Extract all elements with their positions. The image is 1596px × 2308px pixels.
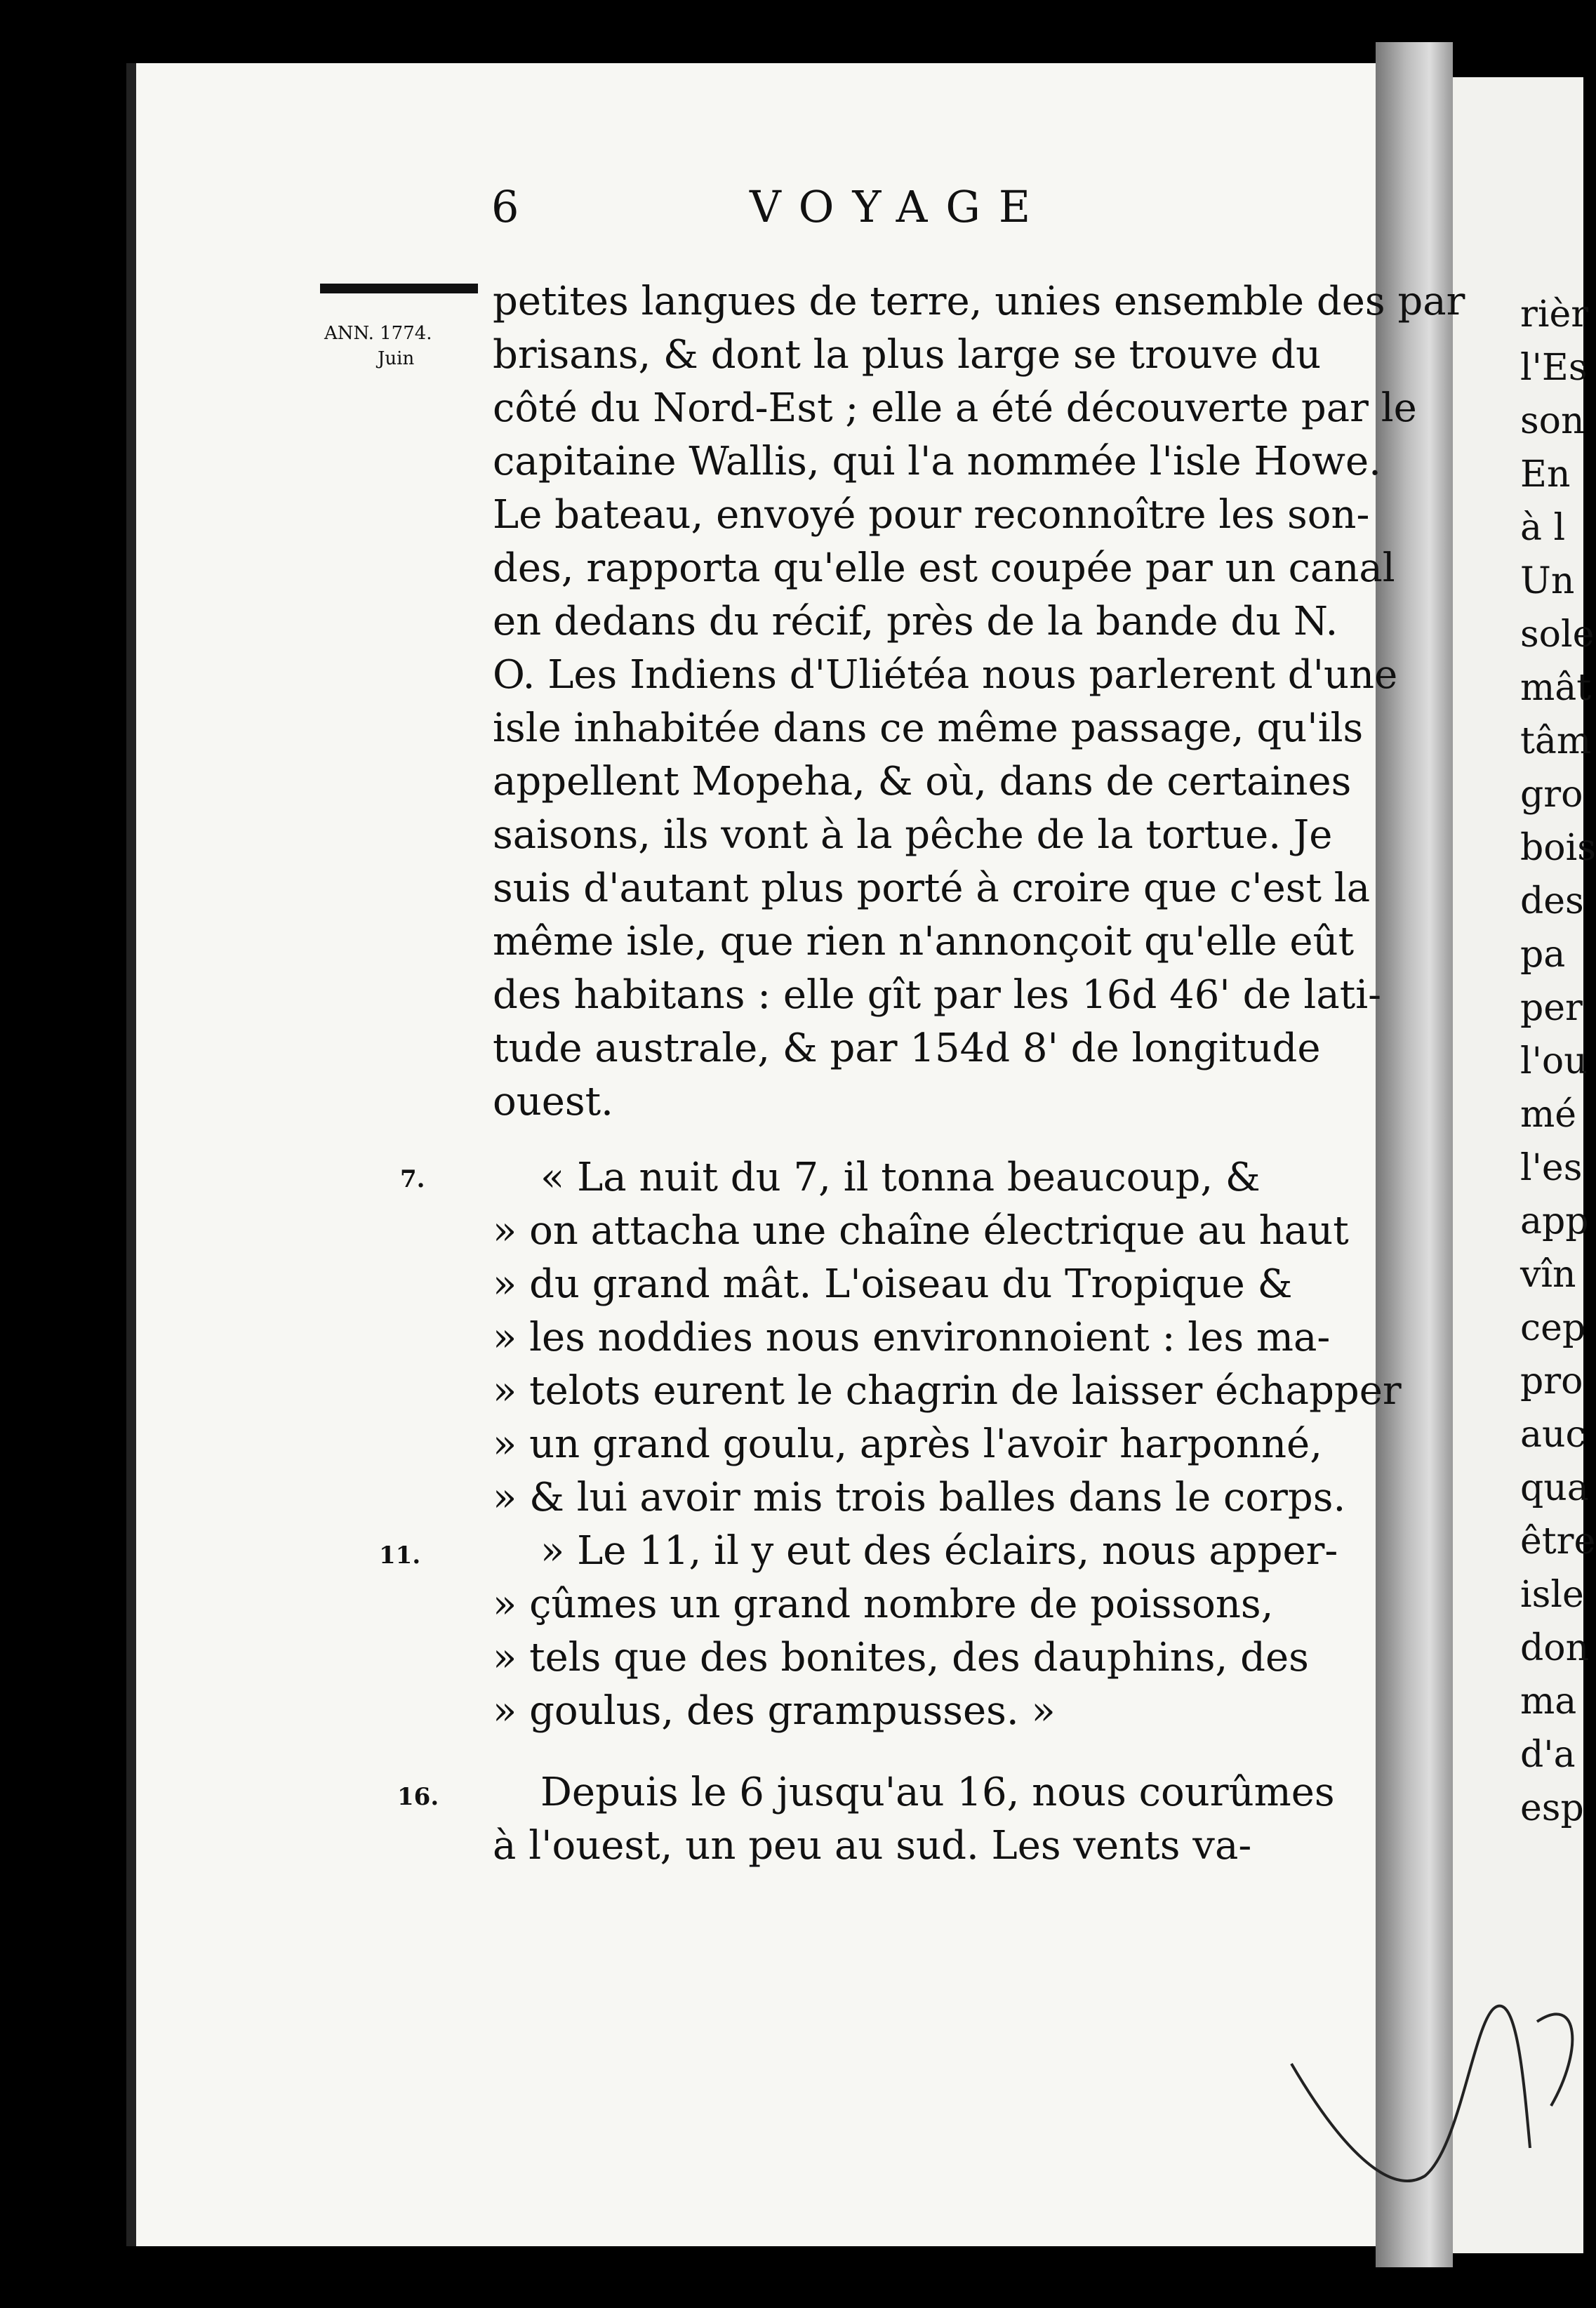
facing-fragment: ma <box>1520 1680 1577 1723</box>
facing-fragment: vîn <box>1520 1254 1576 1296</box>
text-line: tude australe, & par 154d 8' de longitude <box>493 1026 1321 1071</box>
facing-fragment: des <box>1520 880 1584 922</box>
text-line: Le bateau, envoyé pour reconnoître les son- <box>493 492 1370 538</box>
facing-fragment: cep <box>1520 1307 1586 1349</box>
facing-fragment: Un <box>1520 560 1575 602</box>
text-line: » tels que des bonites, des dauphins, des <box>493 1635 1309 1680</box>
text-line: isle inhabitée dans ce même passage, qu'ils <box>493 705 1364 751</box>
facing-fragment: qua <box>1520 1467 1589 1509</box>
stray-mark-icon <box>1284 1965 1583 2246</box>
facing-fragment: pa <box>1520 934 1566 976</box>
facing-fragment: per <box>1520 987 1583 1029</box>
text-line: saisons, ils vont à la pêche de la tortue. Je <box>493 812 1333 858</box>
margin-month: Juin <box>378 348 415 369</box>
facing-fragment: tâm <box>1520 720 1592 762</box>
facing-fragment: sole <box>1520 614 1595 656</box>
facing-fragment: esp <box>1520 1787 1584 1829</box>
facing-fragment: à l <box>1520 507 1566 549</box>
facing-fragment: rièr <box>1520 293 1589 336</box>
facing-fragment: être <box>1520 1520 1596 1563</box>
facing-fragment: mât <box>1520 667 1592 709</box>
facing-fragment: l'ou <box>1520 1040 1588 1082</box>
text-line: même isle, que rien n'annonçoit qu'elle eût <box>493 919 1355 964</box>
facing-fragment: En <box>1520 453 1571 496</box>
text-line: » on attacha une chaîne électrique au haut <box>493 1208 1349 1254</box>
text-line: côté du Nord-Est ; elle a été découverte par le <box>493 385 1417 431</box>
catchword-rule <box>320 284 478 293</box>
facing-fragment: l'es <box>1520 1147 1583 1189</box>
text-line: Depuis le 6 jusqu'au 16, nous courûmes <box>540 1770 1335 1815</box>
page-gutter <box>1376 42 1453 2267</box>
text-line: appellent Mopeha, & où, dans de certaines <box>493 759 1352 804</box>
text-line: » du grand mât. L'oiseau du Tropique & <box>493 1261 1293 1307</box>
facing-fragment: app <box>1520 1200 1589 1242</box>
facing-page <box>1453 77 1596 2253</box>
margin-year: ANN. 1774. <box>324 323 432 344</box>
text-line: des habitans : elle gît par les 16d 46' de lati- <box>493 972 1382 1018</box>
facing-fragment: son <box>1520 400 1585 442</box>
text-line: petites langues de terre, unies ensemble des par <box>493 279 1465 324</box>
margin-date: 11. <box>379 1541 421 1570</box>
text-line: » Le 11, il y eut des éclairs, nous apper- <box>540 1528 1338 1574</box>
text-line: » çûmes un grand nombre de poissons, <box>493 1581 1274 1627</box>
text-line: brisans, & dont la plus large se trouve du <box>493 332 1322 378</box>
facing-fragment: bois <box>1520 827 1596 869</box>
text-line: des, rapporta qu'elle est coupée par un canal <box>493 545 1395 591</box>
text-line: » & lui avoir mis trois balles dans le corps. <box>493 1475 1346 1520</box>
text-line: » un grand goulu, après l'avoir harponné, <box>493 1421 1322 1467</box>
page-title: VOYAGE <box>750 181 1049 232</box>
margin-date: 7. <box>400 1165 425 1193</box>
facing-fragment: isle <box>1520 1574 1584 1616</box>
page-number: 6 <box>491 181 519 232</box>
text-line: à l'ouest, un peu au sud. Les vents va- <box>493 1823 1252 1869</box>
text-line: » telots eurent le chagrin de laisser échapper <box>493 1368 1402 1414</box>
text-line: » goulus, des grampusses. » <box>493 1688 1056 1734</box>
facing-fragment: gro <box>1520 774 1583 816</box>
text-line: suis d'autant plus porté à croire que c'est la <box>493 866 1371 911</box>
text-line: en dedans du récif, près de la bande du N. <box>493 599 1338 644</box>
facing-fragment: pro <box>1520 1360 1583 1402</box>
facing-fragment: l'Es <box>1520 347 1588 389</box>
facing-fragment: auc <box>1520 1414 1586 1456</box>
text-line: » les noddies nous environnoient : les ma- <box>493 1315 1331 1360</box>
text-line: O. Les Indiens d'Uliétéa nous parlerent d'une <box>493 652 1398 698</box>
facing-fragment: d'a <box>1520 1734 1576 1776</box>
text-line: capitaine Wallis, qui l'a nommée l'isle Howe. <box>493 439 1381 484</box>
facing-fragment: don <box>1520 1627 1590 1669</box>
facing-fragment: mé <box>1520 1094 1577 1136</box>
margin-date: 16. <box>397 1783 439 1811</box>
text-line: ouest. <box>493 1079 613 1125</box>
text-line: « La nuit du 7, il tonna beaucoup, & <box>540 1155 1261 1200</box>
